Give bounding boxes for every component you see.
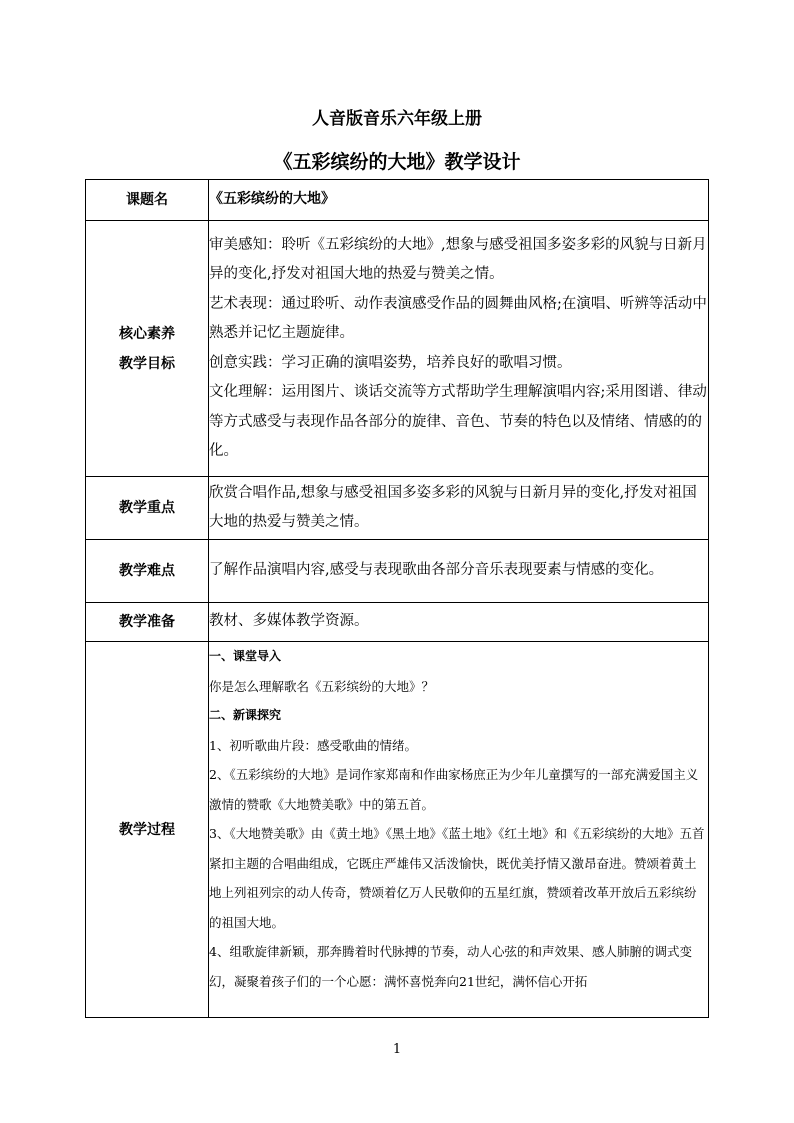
table-row-preparation: [86, 603, 709, 642]
document-title: 人音版音乐六年级上册: [312, 109, 482, 129]
difficulties-value: 了解作品演唱内容,感受与表现歌曲各部分音乐表现要素与情感的变化。: [209, 540, 709, 603]
goal-item: 创意实践：学习正确的演唱姿势，培养良好的歌唱习惯。: [209, 354, 572, 371]
topic-label: 课题名: [86, 180, 209, 221]
key-points-label: 教学重点: [86, 477, 209, 540]
page-number: 1: [392, 1042, 402, 1057]
process-label: 教学过程: [86, 642, 209, 1018]
goals-label-line2: 教学目标: [119, 355, 175, 372]
process-step: 2、《五彩缤纷的大地》是词作家郑南和作曲家杨庶正为少年儿童撰写的一部充满爱国主义激情的赞歌《大地赞美歌》中的第五首。: [209, 767, 699, 812]
process-step: 1、初听歌曲片段：感受歌曲的情绪。: [209, 737, 417, 753]
section-heading-intro: 一、课堂导入: [209, 649, 282, 663]
table-row-process: [86, 642, 709, 1018]
preparation-label: 教学准备: [86, 603, 209, 642]
process-step: 4、组歌旋律新颖，那奔腾着时代脉搏的节奏，动人心弦的和声效果、感人肺腑的调式变幻，凝聚着孩子们的一个心愿：满怀喜悦奔向21世纪，满怀信心开拓: [209, 944, 692, 989]
goals-label-line1: 核心素养: [119, 325, 175, 342]
topic-value: 《五彩缤纷的大地》: [209, 180, 709, 221]
goal-item: 艺术表现：通过聆听、动作表演感受作品的圆舞曲风格;在演唱、听辨等活动中熟悉并记忆主题旋律。: [209, 295, 707, 341]
goal-item: 审美感知：聆听《五彩缤纷的大地》,想象与感受祖国多姿多彩的风貌与日新月异的变化,抒发对祖国大地的热爱与赞美之情。: [209, 236, 707, 282]
preparation-value: 教材、多媒体教学资源。: [209, 603, 709, 642]
goals-label: [86, 221, 209, 477]
goal-item: 文化理解：运用图片、谈话交流等方式帮助学生理解演唱内容;采用图谱、律动等方式感受与表现作品各部分的旋律、音色、节奏的特色以及情绪、情感的的化。: [209, 384, 707, 459]
process-content: [209, 642, 709, 1018]
process-step: 3、《大地赞美歌》由《黄土地》《黑土地》《蓝土地》《红土地》和《五彩缤纷的大地》五首紧扣主题的合唱曲组成，它既庄严雄伟又活泼愉快，既优美抒情又激昂奋进。赞颂着黄土地上列祖列宗的动人传奇，赞颂着亿万人民敬仰的五星红旗，赞颂着改革开放后五彩缤纷的祖国大地。: [209, 826, 705, 930]
table-row-key-points: [86, 477, 709, 540]
intro-question: 你是怎么理解歌名《五彩缤纷的大地》？: [209, 678, 435, 694]
table-row-goals: [86, 221, 709, 477]
difficulties-label: 教学难点: [86, 540, 209, 603]
key-points-value: 欣赏合唱作品,想象与感受祖国多姿多彩的风貌与日新月异的变化,抒发对祖国大地的热爱与赞美之情。: [209, 477, 709, 540]
table-row-difficulties: [86, 540, 709, 603]
lesson-plan-table: [85, 179, 709, 1018]
table-row-topic: [86, 180, 709, 221]
section-heading-explore: 二、新课探究: [209, 708, 282, 722]
document-subtitle: 《五彩缤纷的大地》教学设计: [273, 151, 521, 173]
goals-content: [209, 221, 709, 477]
